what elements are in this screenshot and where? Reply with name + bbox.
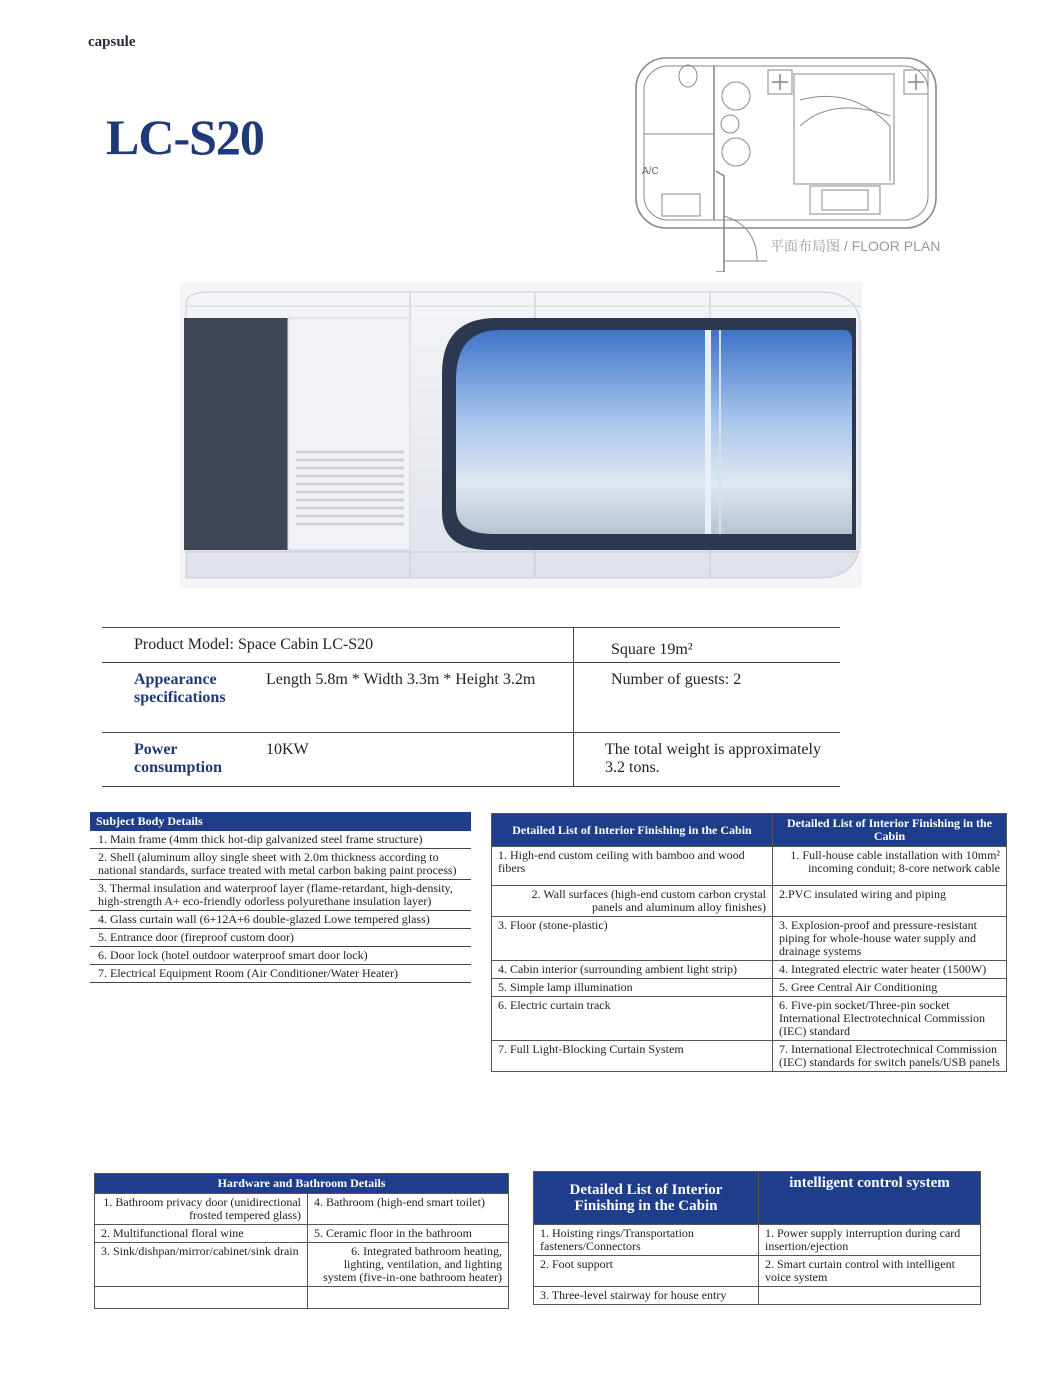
table-cell: 3. Floor (stone-plastic) — [492, 917, 773, 961]
table-row — [492, 997, 1007, 1041]
table-cell: 2. Foot support — [534, 1256, 759, 1287]
floor-plan-caption: 平面布局图 / FLOOR PLAN — [770, 238, 941, 254]
table-cell: 1. Power supply interruption during card insertion/ejection — [759, 1225, 981, 1256]
product-model: Product Model: Space Cabin LC-S20 — [134, 636, 374, 653]
table-row — [90, 911, 471, 929]
table-cell: 2.PVC insulated wiring and piping — [773, 886, 1007, 917]
table-cell: 2. Multifunctional floral wine — [95, 1225, 308, 1243]
cabin-render-image — [180, 282, 862, 588]
table-cell — [95, 1287, 308, 1309]
interior-finishing-table — [491, 813, 1007, 1072]
list-item: 7. Electrical Equipment Room (Air Conditioner/Water Heater) — [90, 965, 471, 983]
table-cell — [759, 1287, 981, 1305]
table-cell: 2. Smart curtain control with intelligent voice system — [759, 1256, 981, 1287]
table-row — [95, 1243, 509, 1287]
intelligent-control-table — [533, 1171, 981, 1305]
table-cell: 4. Cabin interior (surrounding ambient light strip) — [492, 961, 773, 979]
table-row — [492, 886, 1007, 917]
table-cell: 3. Three-level stairway for house entry — [534, 1287, 759, 1305]
smart-header-left: Detailed List of Interior Finishing in the Cabin — [534, 1172, 759, 1225]
table-row — [534, 1287, 981, 1305]
power-label: Power consumption — [134, 741, 223, 776]
table-row — [492, 847, 1007, 886]
table-row — [90, 880, 471, 911]
appearance-value: Length 5.8m * Width 3.3m * Height 3.2m — [266, 671, 536, 688]
table-row — [492, 917, 1007, 961]
table-cell: 6. Electric curtain track — [492, 997, 773, 1041]
interior-header-left: Detailed List of Interior Finishing in the Cabin — [492, 814, 773, 847]
table-cell — [308, 1287, 509, 1309]
list-item: 1. Main frame (4mm thick hot-dip galvanized steel frame structure) — [90, 831, 471, 849]
table-row — [492, 979, 1007, 997]
table-cell: 6. Integrated bathroom heating, lighting, ventilation, and lighting system (five-in-one bathroom heater) — [308, 1243, 509, 1287]
subject-body-table — [90, 812, 471, 983]
spec-table — [102, 627, 840, 787]
list-item: 6. Door lock (hotel outdoor waterproof smart door lock) — [90, 947, 471, 965]
table-cell: 3. Sink/dishpan/mirror/cabinet/sink drain — [95, 1243, 308, 1287]
table-cell: 1. High-end custom ceiling with bamboo and wood fibers — [492, 847, 773, 886]
list-item: 2. Shell (aluminum alloy single sheet with 2.0m thickness according to national standards, surface treated with metal carbon baking paint process) — [90, 849, 471, 880]
guest-count: Number of guests: 2 — [611, 671, 742, 688]
list-item: 4. Glass curtain wall (6+12A+6 double-glazed Lowe tempered glass) — [90, 911, 471, 929]
table-row — [95, 1225, 509, 1243]
table-cell: 5. Simple lamp illumination — [492, 979, 773, 997]
table-row — [90, 947, 471, 965]
table-cell: 2. Wall surfaces (high-end custom carbon crystal panels and aluminum alloy finishes) — [492, 886, 773, 917]
table-cell: 1. Full-house cable installation with 10mm² incoming conduit; 8-core network cable — [773, 847, 1007, 886]
table-cell: 4. Bathroom (high-end smart toilet) — [308, 1194, 509, 1225]
hardware-header: Hardware and Bathroom Details — [95, 1174, 509, 1194]
table-row — [90, 831, 471, 849]
hardware-bathroom-table — [94, 1173, 509, 1309]
brand-label: capsule — [88, 34, 136, 50]
table-cell: 5. Gree Central Air Conditioning — [773, 979, 1007, 997]
table-cell: 3. Explosion-proof and pressure-resistant piping for whole-house water supply and drainage systems — [773, 917, 1007, 961]
table-row — [492, 961, 1007, 979]
table-row — [90, 929, 471, 947]
interior-header-right: Detailed List of Interior Finishing in the Cabin — [773, 814, 1007, 847]
table-cell: 1. Hoisting rings/Transportation fasteners/Connectors — [534, 1225, 759, 1256]
table-row — [95, 1287, 509, 1309]
table-row — [534, 1225, 981, 1256]
subject-body-header: Subject Body Details — [90, 812, 471, 831]
table-row — [90, 965, 471, 983]
table-cell: 1. Bathroom privacy door (unidirectional frosted tempered glass) — [95, 1194, 308, 1225]
list-item: 5. Entrance door (fireproof custom door) — [90, 929, 471, 947]
model-title: LC-S20 — [106, 109, 264, 165]
table-row — [534, 1256, 981, 1287]
appearance-label: Appearance specifications — [134, 671, 226, 706]
table-row — [90, 849, 471, 880]
list-item: 3. Thermal insulation and waterproof layer (flame-retardant, high-density, high-strength A+ eco-friendly odorless polyurethane insulation layer) — [90, 880, 471, 911]
table-cell: 7. Full Light-Blocking Curtain System — [492, 1041, 773, 1072]
table-cell: 5. Ceramic floor in the bathroom — [308, 1225, 509, 1243]
ac-label: A/C — [642, 166, 659, 177]
table-cell: 4. Integrated electric water heater (1500W) — [773, 961, 1007, 979]
total-weight: The total weight is approximately 3.2 tons. — [605, 741, 821, 776]
table-row — [492, 1041, 1007, 1072]
smart-header-right: intelligent control system — [759, 1172, 981, 1225]
square-area: Square 19m² — [611, 641, 693, 658]
power-value: 10KW — [266, 741, 309, 758]
table-cell: 7. International Electrotechnical Commission (IEC) standards for switch panels/USB panels — [773, 1041, 1007, 1072]
table-row — [95, 1194, 509, 1225]
table-cell: 6. Five-pin socket/Three-pin socket International Electrotechnical Commission (IEC) standard — [773, 997, 1007, 1041]
